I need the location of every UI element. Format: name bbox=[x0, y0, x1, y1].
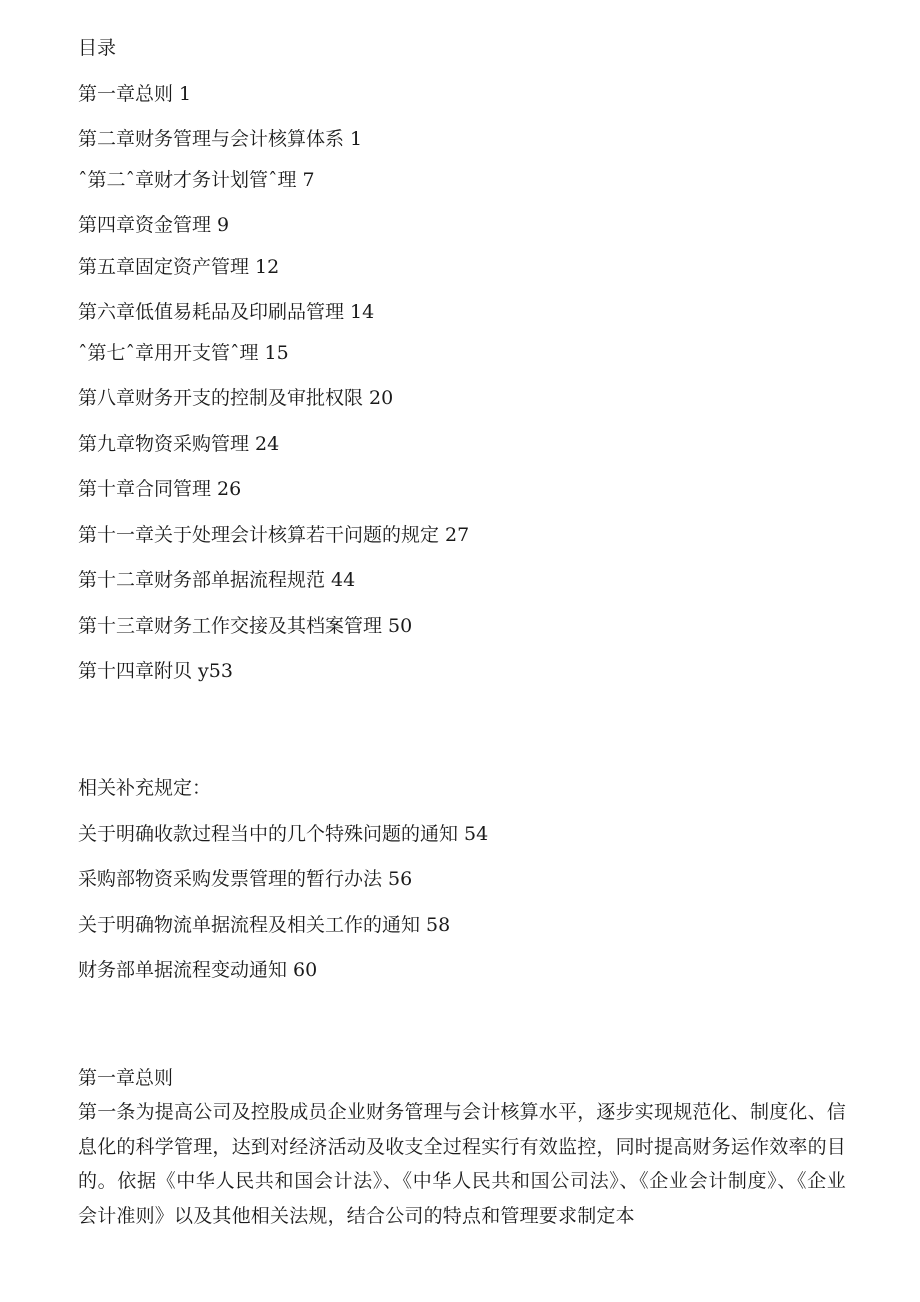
toc-item: 第一章总则 1 bbox=[78, 83, 192, 105]
toc-item: 第十一章关于处理会计核算若干问题的规定 27 bbox=[78, 524, 470, 546]
toc-item: 第二章财务管理与会计核算体系 1 bbox=[78, 128, 363, 150]
supplement-item: 关于明确物流单据流程及相关工作的通知 58 bbox=[78, 914, 451, 936]
toc-item: ˆ第二ˆ章财才务计划管ˆ理 7 bbox=[78, 169, 315, 191]
toc-item: 第四章资金管理 9 bbox=[78, 214, 230, 236]
chapter-heading: 第一章总则 bbox=[78, 1067, 174, 1089]
toc-item: 第十二章财务部单据流程规范 44 bbox=[78, 569, 356, 591]
supplement-item: 关于明确收款过程当中的几个特殊问题的通知 54 bbox=[78, 823, 489, 845]
chapter-paragraph: 第一条为提高公司及控股成员企业财务管理与会计核算水平，逐步实现规范化、制度化、信息化的科学管理，达到对经济活动及收支全过程实行有效监控，同时提高财务运作效率的目的。依据《中华人民共和国会计法》、《中华人民共和国公司法》、《企业会计制度》、《企业会计准则》以及其他相关法规，结合公司的特点和管理要求制定本 bbox=[78, 1101, 847, 1227]
toc-item: 第九章物资采购管理 24 bbox=[78, 433, 280, 455]
supplement-item: 采购部物资采购发票管理的暂行办法 56 bbox=[78, 868, 413, 890]
toc-heading: 目录 bbox=[78, 37, 117, 59]
toc-item: 第十章合同管理 26 bbox=[78, 478, 242, 500]
toc-item: 第六章低值易耗品及印刷品管理 14 bbox=[78, 301, 375, 323]
supplement-item: 财务部单据流程变动通知 60 bbox=[78, 959, 318, 981]
toc-item: 第八章财务开支的控制及审批权限 20 bbox=[78, 387, 394, 409]
toc-item: 第十四章附贝 y53 bbox=[78, 660, 233, 682]
toc-item: 第五章固定资产管理 12 bbox=[78, 256, 280, 278]
toc-item: 第十三章财务工作交接及其档案管理 50 bbox=[78, 615, 413, 637]
supplement-heading: 相关补充规定： bbox=[78, 777, 212, 799]
toc-item: ˆ第七ˆ章用开支管ˆ理 15 bbox=[78, 342, 289, 364]
